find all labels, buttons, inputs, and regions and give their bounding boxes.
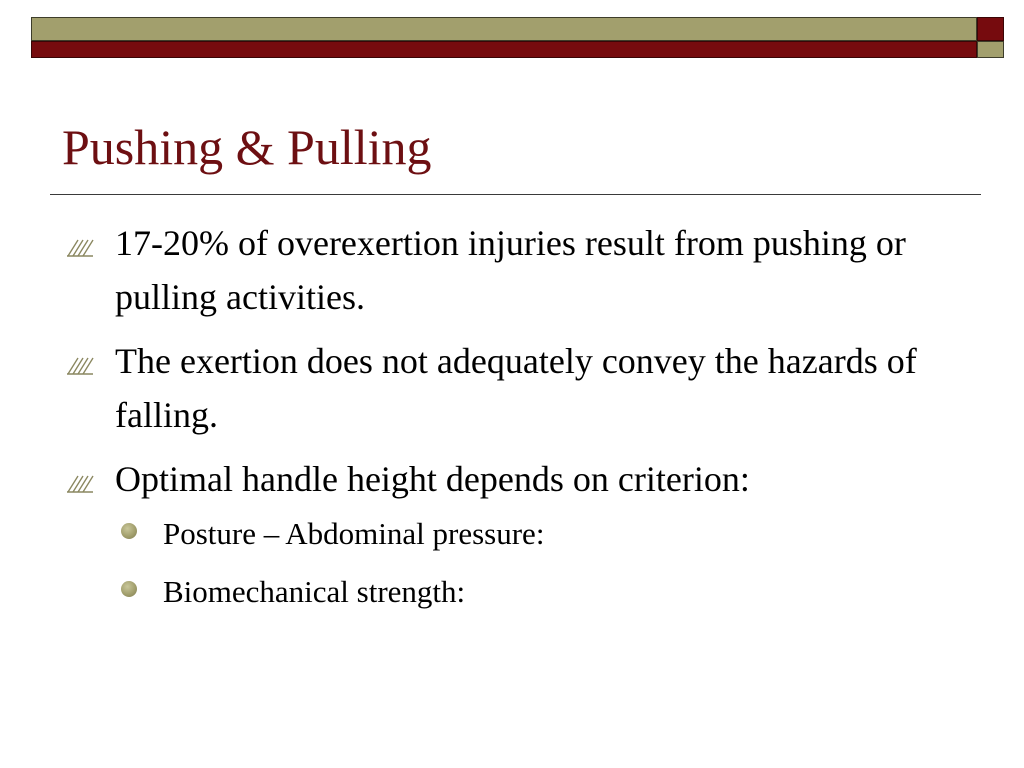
bullet-item <box>0 216 1024 324</box>
sub-bullet-item <box>0 512 1024 556</box>
header-corner-olive <box>977 41 1004 58</box>
hatched-lines-icon <box>66 353 94 375</box>
bullet-text: The exertion does not adequately convey the hazards of falling. <box>115 341 917 435</box>
sub-bullet-text: Posture – Abdominal pressure: <box>163 516 545 551</box>
slide-title: Pushing & Pulling <box>62 119 432 175</box>
sub-bullet-list <box>0 512 1024 614</box>
title-divider <box>50 194 981 195</box>
bullet-text: Optimal handle height depends on criterion: <box>115 459 750 499</box>
sub-bullet-item <box>0 570 1024 614</box>
header-bar-olive <box>31 17 977 41</box>
bullet-text: 17-20% of overexertion injuries result from pushing or pulling activities. <box>115 223 906 317</box>
hatched-lines-icon <box>66 235 94 257</box>
header-bar-maroon <box>31 41 977 58</box>
olive-dot-icon <box>121 523 137 539</box>
hatched-lines-icon <box>66 471 94 493</box>
bullet-item <box>0 452 1024 506</box>
header-corner-maroon <box>977 17 1004 41</box>
bullet-list <box>0 216 1024 628</box>
olive-dot-icon <box>121 581 137 597</box>
sub-bullet-text: Biomechanical strength: <box>163 574 466 609</box>
bullet-item <box>0 334 1024 442</box>
